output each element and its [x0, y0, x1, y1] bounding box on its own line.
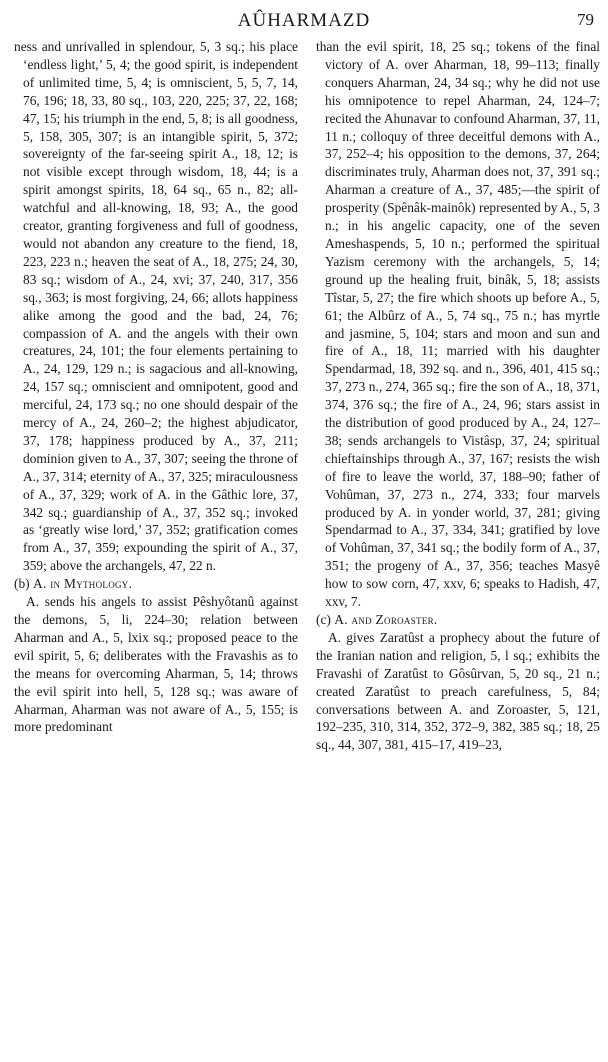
section-c-text: A. gives Zaratûst a prophecy about the future of the Iranian nation and religion, 5, l sq.; exhibits the Fravashi of Zaratûst to Gôsûrvan, 5, 20 sq., 21 n.; created Zaratûst to preach carefulness, 5, 84; conversations between A. and Zoroaster, 5, 121, 192–235, 310, 314, 352, 372–9, 382, 385 sq.; 18, 25 sq., 44, 307, 381, 415–17, 419–23,	[316, 629, 600, 753]
left-column	[14, 38, 298, 1058]
running-title: AÛHARMAZD	[237, 10, 371, 31]
entry-continuation: than the evil spirit, 18, 25 sq.; tokens of the final victory of A. over Aharman, 18, 99–113; finally conquers Aharman, 24, 34 sq.; why he did not use his omnipotence to repel Aharman, 24, 124–7; recited the Ahunavar to confound Aharman, 37, 11, 11 n.; colloquy of three deceitful demons with A., 37, 252–4; his opposition to the demons, 37, 264; discriminates truly, Aharman does not, 37, 391 sq.; Aharman a creature of A., 37, 485;—the spirit of prosperity (Spênâk-mainôk) represented by A., 5, 3 n.; in his angelic capacity, one of the seven Ameshaspends, 5, 10 n.; performed the spiritual Yazism ceremony with the archangels, 5, 14; ground up the healing fruit, binâk, 5, 18; assists Tîstar, 5, 27; the fire which shoots up before A., 5, 61; the Albûrz of A., 5, 74 sq., 75 n.; has myrtle and jasmine, 5, 104; stars and moon and sun and fire of A., 18, 11; married with his daughter Spendarmad, 18, 392 sq. and n., 396, 401, 415 sq.; 37, 273 n., 274, 365 sq.; fire the son of A., 18, 371, 374, 376 sq.; the fire of A., 24, 96; stars assist in the distribution of good produced by A., 24, 127–38; sends archangels to Vistâsp, 37, 24; spiritual chieftainships through A., 37, 167; resists the wish of fire to leave the world, 37, 188–90; father of Vohûman, 37, 273 n., 274, 333; four marvels produced by A. in yonder world, 37, 281; giving Spendarmad to A., 37, 334, 341; gratified by love of Vohûman, 37, 341 sq.; the bodily form of A., 37, 351; the progeny of A., 37, 356; teaches Masyê how to sow corn, 47, xxv, 6; speaks to Hadish, 47, xxv, 7.	[316, 39, 600, 610]
entry-continuation: ness and unrivalled in splendour, 5, 3 sq.; his place ‘endless light,’ 5, 4; the good spirit, is independent of unlimited time, 5, 4; is omniscient, 5, 5, 7, 14, 76, 196; 18, 33, 80 sq., 103, 220, 225; 37, 22, 168; 47, 15; his triumph in the end, 5, 8; is all goodness, 5, 158, 305, 307; is an intangible spirit, 5, 372; sovereignty of the far-seeing spirit A., 18, 12; is not visible except through wisdom, 18, 44; is a spirit amongst spirits, 18, 64 sq., 65 n., 82; all-watchful and all-knowing, 18, 93; A., the good creator, granting forgiveness and full of goodness, would not abandon any creature to the fiend, 18, 223, 223 n.; heaven the seat of A., 18, 275; 24, 30, 83 sq.; wisdom of A., 24, xvi; 37, 240, 317, 356 sq., 363; is most forgiving, 24, 66; allots happiness alike among the good and the bad, 24, 76; compassion of A. and the angels with their own creatures, 24, 101; the four elements pertaining to A., 24, 129, 129 n.; is sagacious and all-knowing, 24, 157 sq.; omniscient and omnipotent, good and merciful, 24, 173 sq.; no one should despair of the mercy of A., 24, 260–2; the highest abjudicator, 37, 178; happiness produced by A., 37, 211; dominion given to A., 37, 307; seeing the throne of A., 37, 314; eternity of A., 37, 325; miraculousness of A., 37, 329; work of A. in the Gâthic lore, 37, 342 sq.; guardianship of A., 37, 352 sq.; invoked as ‘greatly wise lord,’ 37, 352; gratification comes from A., 37, 359; expounding the spirit of A., 37, 359; above the archangels, 47, 22 n.	[14, 39, 298, 574]
page-number: 79	[577, 10, 594, 29]
page-header	[0, 6, 608, 34]
index-columns	[14, 38, 600, 1058]
section-b-text: A. sends his angels to assist Pêshyôtanû against the demons, 5, li, 224–30; relation between Aharman and A., 5, lxix sq.; proposed peace to the evil spirit, 5, 6; deliberates with the Fravashis as to the means for overcoming Aharman, 5, 14; throws the evil spirit into hell, 5, 128 sq.; was aware of Aharman, Aharman was not aware of A., 5, 155; is more predominant	[14, 594, 298, 735]
section-heading-b	[14, 575, 298, 593]
section-label: (b)	[14, 576, 30, 592]
right-column	[316, 38, 600, 1058]
section-label: (c)	[316, 612, 331, 627]
section-heading-c	[316, 611, 600, 629]
section-title: A. in Mythology.	[32, 576, 133, 592]
section-title: A. and Zoroaster.	[334, 612, 438, 627]
